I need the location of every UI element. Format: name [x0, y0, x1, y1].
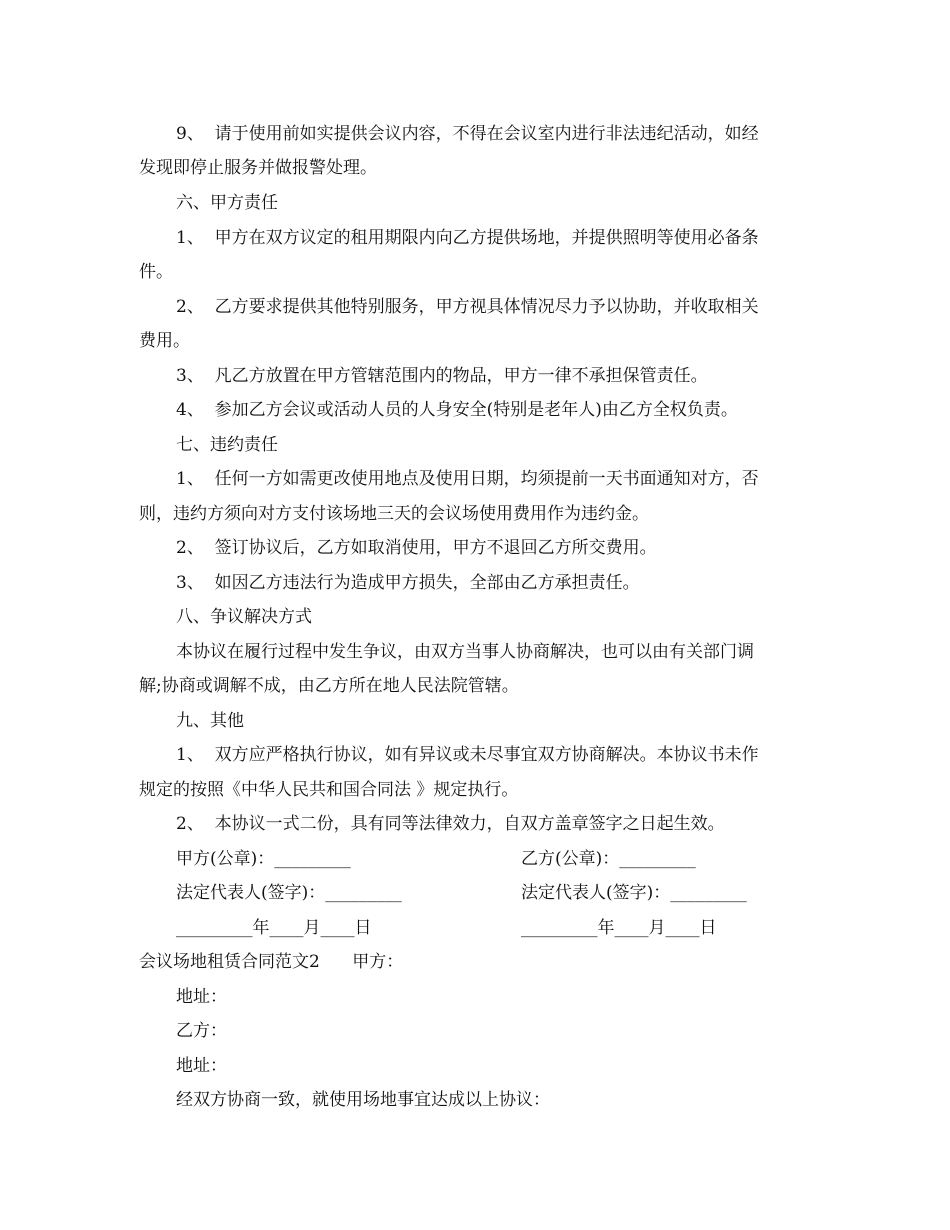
- clause-7-1-line-1: 1、 任何一方如需更改使用地点及使用日期，均须提前一天书面通知对方，否: [176, 469, 759, 489]
- party-b-seal-field: 乙方(公章)：_________: [521, 849, 696, 869]
- clause-6-2-line-2: 费用。: [139, 331, 190, 351]
- party-b-date-field: _________年____月____日: [521, 918, 717, 938]
- clause-6-1-line-2: 件。: [139, 262, 173, 282]
- clause-9-line-1: 9、 请于使用前如实提供会议内容，不得在会议室内进行非法违纪活动，如经: [176, 124, 759, 144]
- agreement-intro: 经双方协商一致，就使用场地事宜达成以上协议：: [176, 1090, 550, 1110]
- clause-8-line-1: 本协议在履行过程中发生争议，由双方当事人协商解决，也可以由有关部门调: [176, 642, 754, 662]
- contract-2-title-line: 会议场地租赁合同范文2 甲方：: [139, 952, 404, 972]
- party-a-date-field: _________年____月____日: [176, 918, 372, 938]
- section-heading-8: 八、争议解决方式: [176, 607, 312, 627]
- clause-6-1-line-1: 1、 甲方在双方议定的租用期限内向乙方提供场地，并提供照明等使用必备条: [176, 228, 759, 248]
- party-a-representative-field: 法定代表人(签字)：_________: [176, 883, 402, 903]
- clause-6-3: 3、 凡乙方放置在甲方管辖范围内的物品，甲方一律不承担保管责任。: [176, 366, 708, 386]
- section-heading-9: 九、其他: [176, 711, 244, 731]
- clause-9-2: 2、 本协议一式二份，具有同等法律效力，自双方盖章签字之日起生效。: [176, 814, 725, 834]
- clause-7-2: 2、 签订协议后，乙方如取消使用，甲方不退回乙方所交费用。: [176, 538, 657, 558]
- section-heading-6: 六、甲方责任: [176, 193, 278, 213]
- party-b-address-label: 地址：: [176, 1056, 227, 1076]
- clause-9-line-2: 发现即停止服务并做报警处理。: [139, 158, 377, 178]
- clause-8-line-2: 解;协商或调解不成，由乙方所在地人民法院管辖。: [139, 676, 519, 696]
- party-a-seal-field: 甲方(公章)：_________: [176, 849, 351, 869]
- clause-7-1-line-2: 则，违约方须向对方支付该场地三天的会议场使用费用作为违约金。: [139, 504, 649, 524]
- party-b-representative-field: 法定代表人(签字)：_________: [521, 883, 747, 903]
- clause-9-1-line-1: 1、 双方应严格执行协议，如有异议或未尽事宜双方协商解决。本协议书未作: [176, 745, 759, 765]
- section-heading-7: 七、违约责任: [176, 435, 278, 455]
- clause-9-1-line-2: 规定的按照《中华人民共和国合同法 》规定执行。: [139, 780, 519, 800]
- clause-6-2-line-1: 2、 乙方要求提供其他特别服务，甲方视具体情况尽力予以协助，并收取相关: [176, 297, 759, 317]
- clause-6-4: 4、 参加乙方会议或活动人员的人身安全(特别是老年人)由乙方全权负责。: [176, 400, 738, 420]
- party-b-label: 乙方：: [176, 1021, 227, 1041]
- clause-7-3: 3、 如因乙方违法行为造成甲方损失，全部由乙方承担责任。: [176, 573, 640, 593]
- party-a-address-label: 地址：: [176, 987, 227, 1007]
